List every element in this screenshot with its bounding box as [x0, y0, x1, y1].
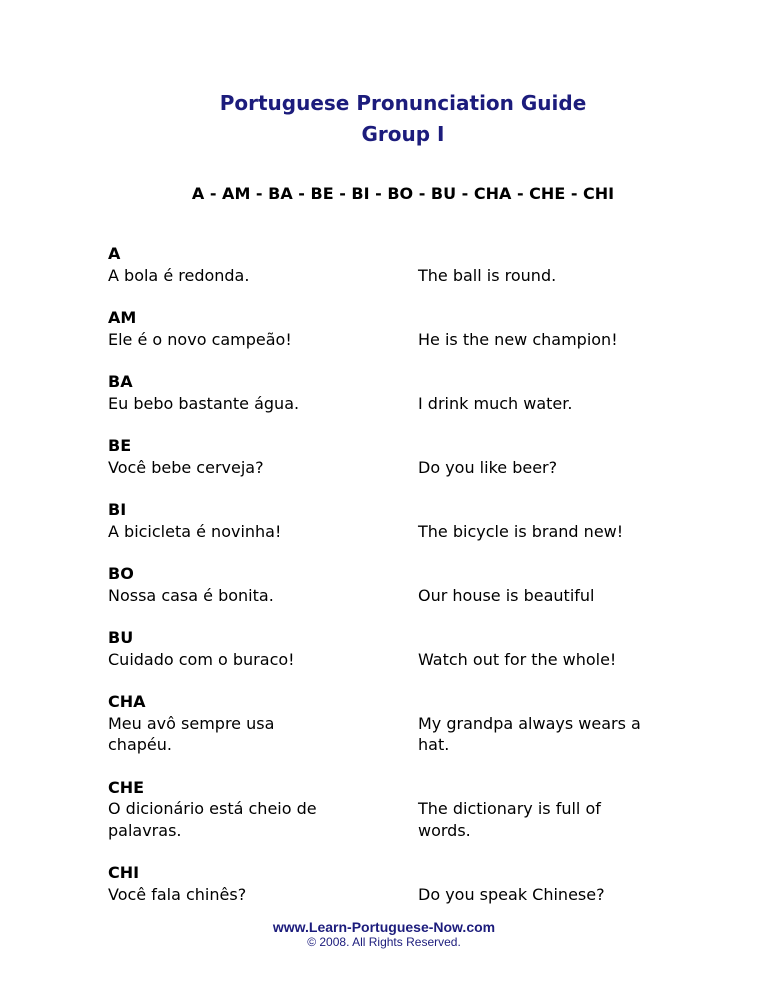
syllable-heading: CHA	[108, 692, 146, 711]
english-line: He is the new champion!	[418, 329, 618, 349]
sentence-row	[108, 798, 708, 841]
english-line: words.	[418, 820, 471, 840]
english-line: The ball is round.	[418, 265, 557, 285]
portuguese-sentence	[108, 393, 418, 415]
portuguese-sentence	[108, 798, 418, 841]
portuguese-line: A bicicleta é novinha!	[108, 521, 282, 541]
syllable-heading: BA	[108, 372, 133, 391]
page-subtitle: Group I	[361, 122, 445, 146]
portuguese-sentence	[108, 457, 418, 479]
portuguese-sentence	[108, 329, 418, 351]
sentence-row	[108, 457, 708, 479]
sentence-row	[108, 393, 708, 415]
entry-list	[108, 243, 708, 926]
english-translation	[418, 329, 708, 351]
list-item	[108, 862, 708, 905]
list-item	[108, 777, 708, 842]
list-item	[108, 563, 708, 606]
english-line: hat.	[418, 735, 450, 754]
portuguese-sentence	[108, 713, 418, 756]
syllable-heading: BO	[108, 564, 134, 583]
english-translation	[418, 521, 708, 543]
list-item	[108, 499, 708, 542]
portuguese-line: Cuidado com o buraco!	[108, 649, 295, 669]
sentence-row	[108, 329, 708, 351]
list-item	[108, 243, 708, 286]
english-translation	[418, 585, 708, 607]
portuguese-line: O dicionário está cheio de	[108, 799, 317, 818]
syllable-heading: CHI	[108, 863, 140, 882]
syllable-heading: BE	[108, 436, 132, 455]
copyright: © 2008. All Rights Reserved.	[307, 935, 461, 949]
syllable-heading: BI	[108, 500, 127, 519]
portuguese-line: Você fala chinês?	[108, 884, 247, 904]
portuguese-line: Você bebe cerveja?	[108, 457, 264, 477]
english-line: Our house is beautiful	[418, 585, 595, 605]
english-line: The dictionary is full of	[418, 799, 601, 818]
english-line: Do you like beer?	[418, 457, 558, 477]
sentence-row	[108, 265, 708, 287]
english-translation	[418, 393, 708, 415]
english-translation	[418, 649, 708, 671]
syllable-heading: A	[108, 244, 121, 263]
page-title: Portuguese Pronunciation Guide	[219, 91, 587, 115]
portuguese-line: chapéu.	[108, 735, 172, 754]
sentence-row	[108, 884, 708, 906]
portuguese-line: Nossa casa é bonita.	[108, 585, 274, 605]
syllable-heading: BU	[108, 628, 134, 647]
english-translation	[418, 457, 708, 479]
list-item	[108, 691, 708, 756]
portuguese-line: palavras.	[108, 820, 182, 840]
english-line: I drink much water.	[418, 393, 573, 413]
sentence-row	[108, 585, 708, 607]
portuguese-line: A bola é redonda.	[108, 265, 250, 285]
syllable-heading: CHE	[108, 777, 145, 797]
english-line: The bicycle is brand new!	[418, 521, 624, 541]
sentence-row	[108, 713, 708, 756]
english-line: Do you speak Chinese?	[418, 884, 605, 904]
english-translation	[418, 265, 708, 287]
portuguese-sentence	[108, 649, 418, 671]
english-translation	[418, 884, 708, 906]
portuguese-sentence	[108, 265, 418, 287]
list-item	[108, 307, 708, 350]
portuguese-sentence	[108, 585, 418, 607]
portuguese-sentence	[108, 884, 418, 906]
portuguese-sentence	[108, 521, 418, 543]
list-item	[108, 435, 708, 478]
portuguese-line: Eu bebo bastante água.	[108, 393, 300, 413]
portuguese-line: Ele é o novo campeão!	[108, 329, 292, 349]
english-line: Watch out for the whole!	[418, 649, 617, 669]
list-item	[108, 371, 708, 414]
portuguese-line: Meu avô sempre usa	[108, 713, 275, 733]
english-translation	[418, 713, 708, 756]
website-link[interactable]: www.Learn-Portuguese-Now.com	[272, 919, 496, 935]
english-line: My grandpa always wears a	[418, 713, 641, 733]
sentence-row	[108, 521, 708, 543]
syllable-list: A - AM - BA - BE - BI - BO - BU - CHA - CHE - CHI	[191, 184, 615, 203]
syllable-heading: AM	[108, 308, 137, 327]
list-item	[108, 627, 708, 670]
english-translation	[418, 798, 708, 841]
sentence-row	[108, 649, 708, 671]
